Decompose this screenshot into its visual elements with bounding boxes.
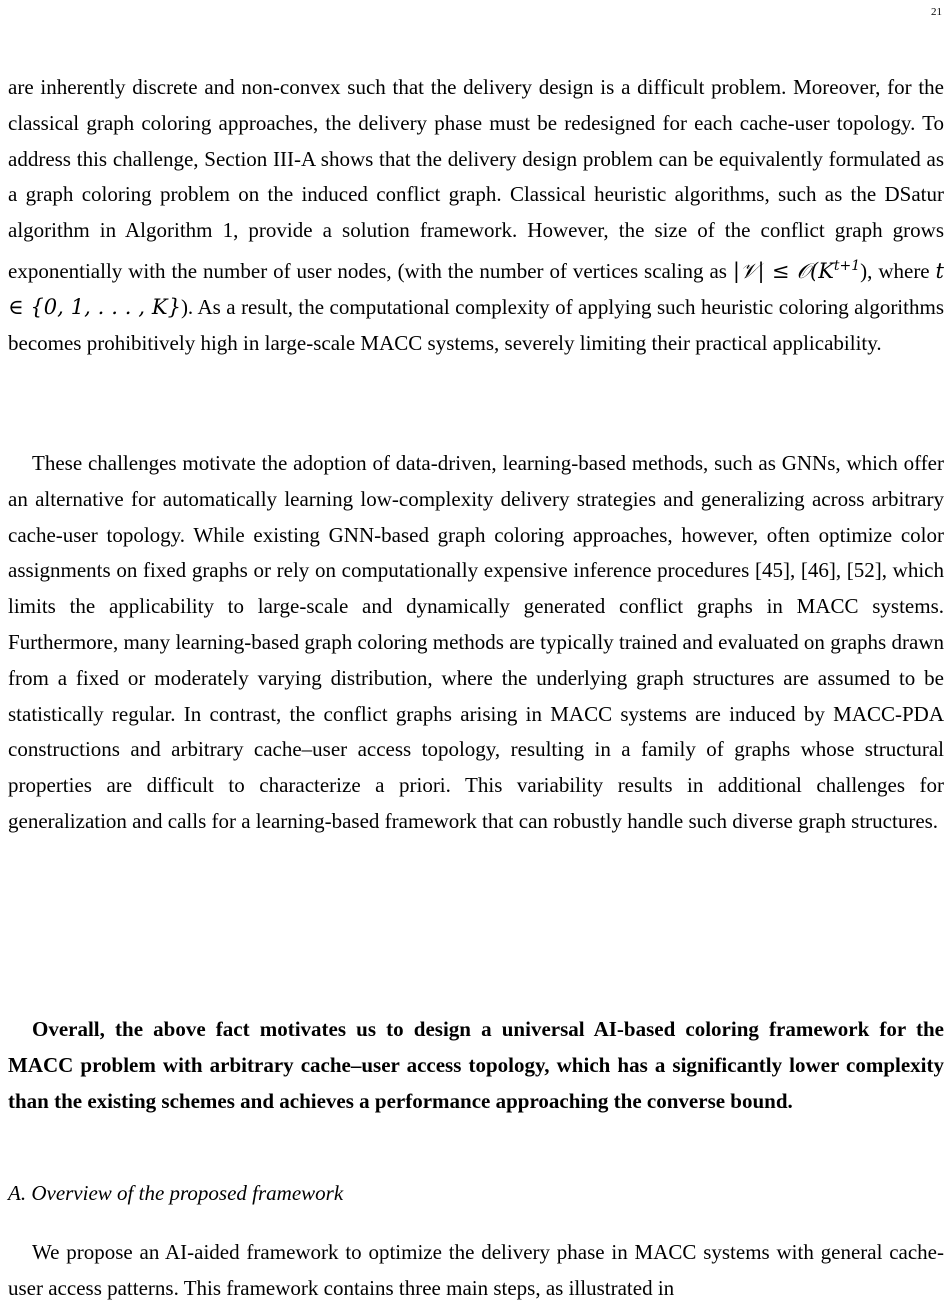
paragraph-1-text-a: are inherently discrete and non-convex such that the delivery design is a difficult problem. Moreover, for the classical graph coloring approaches, the delivery phase must be redesigned for each cache-user topology. To address this challenge, Section III-A shows that the delivery design problem can be equivalently formulated as a graph coloring problem on the induced conflict graph. Classical heuristic algorithms, such as the DSatur algorithm in Algorithm 1, provide a solution framework. However, the size of the conflict graph grows exponentially with the number of user nodes, (with the number of vertices scaling as: [8, 75, 944, 283]
vertex-bound-math: [733, 259, 860, 283]
section-heading: A. Overview of the proposed framework: [8, 1181, 344, 1205]
paragraph-1: [8, 70, 944, 361]
vertex-bound-base: |𝒱| ≤ 𝒪(K: [732, 258, 834, 283]
paragraph-2: These challenges motivate the adoption of data-driven, learning-based methods, such as GNNs, which offer an alternative for automatically learning low-complexity delivery strategies and generalizing across arbitrary cache-user topology. While existing GNN-based graph coloring approaches, however, often optimize color assignments on fixed graphs or rely on computationally expensive inference procedures [45], [46], [52], which limits the applicability to large-scale and dynamically generated conflict graphs in MACC systems. Furthermore, many learning-based graph coloring methods are typically trained and evaluated on graphs drawn from a fixed or moderately varying distribution, where the underlying graph structures are assumed to be statistically regular. In contrast, the conflict graphs arising in MACC systems are induced by MACC-PDA constructions and arbitrary cache–user access topology, resulting in a family of graphs whose structural properties are difficult to characterize a priori. This variability results in additional challenges for generalization and calls for a learning-based framework that can robustly handle such diverse graph structures.: [8, 451, 944, 833]
paragraph-4: We propose an AI-aided framework to optimize the delivery phase in MACC systems with general cache-user access patterns. This framework contains three main steps, as illustrated in: [8, 1240, 944, 1300]
paragraph-1-text-b: ), where: [860, 258, 936, 283]
t-range-math: t ∈ {0, 1, . . . , K}: [8, 258, 944, 319]
page-number: 21: [931, 6, 942, 18]
vertex-bound-exponent: t+1: [833, 257, 861, 274]
paragraph-3-bold: Overall, the above fact motivates us to design a universal AI-based coloring framework for the MACC problem with arbitrary cache–user access topology, which has a significantly lower complexity than the existing schemes and achieves a performance approaching the converse bound.: [8, 1017, 944, 1113]
paragraph-1-text-c: ). As a result, the computational complexity of applying such heuristic coloring algorithms becomes prohibitively high in large-scale MACC systems, severely limiting their practical applicability.: [8, 294, 944, 355]
